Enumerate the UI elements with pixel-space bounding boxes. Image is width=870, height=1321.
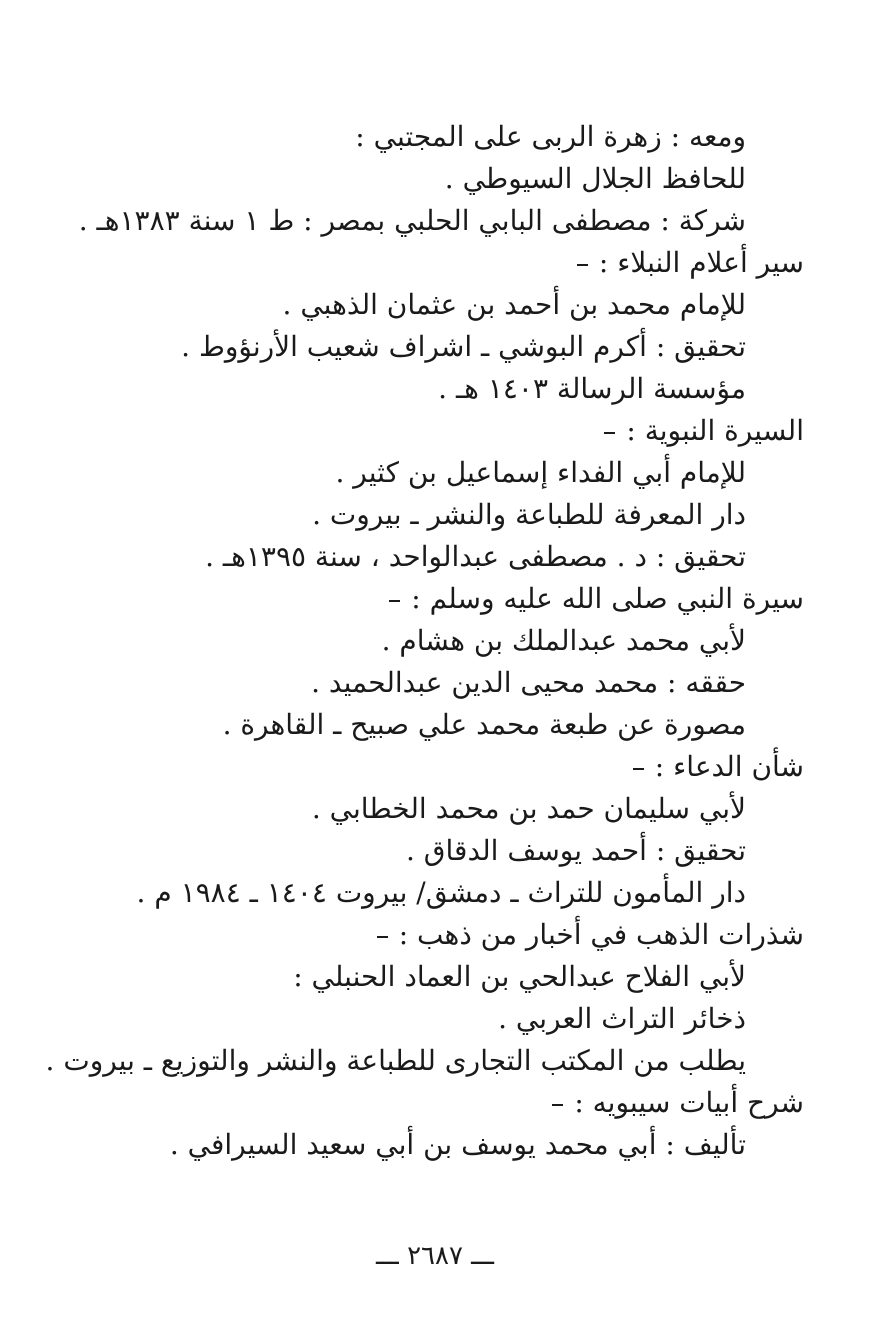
line-text: لأبي محمد عبدالملك بن هشام . bbox=[381, 624, 746, 657]
entry-detail-line bbox=[498, 1002, 746, 1036]
line-text: تحقيق : أكرم البوشي ـ اشراف شعيب الأرنؤوط . bbox=[181, 330, 746, 363]
line-text: مؤسسة الرسالة ١٤٠٣ هـ . bbox=[438, 372, 746, 405]
entry-detail-line bbox=[223, 708, 746, 742]
line-text: سيرة النبي صلى الله عليه وسلم : bbox=[411, 582, 804, 615]
line-text: شرح أبيات سيبويه : bbox=[574, 1086, 804, 1119]
entry-detail-line bbox=[406, 834, 746, 868]
line-text: سير أعلام النبلاء : bbox=[598, 246, 804, 279]
line-text: لأبي الفلاح عبدالحي بن العماد الحنبلي : bbox=[293, 960, 746, 993]
entry-detail-line bbox=[137, 876, 746, 910]
entry-dash-marker bbox=[552, 1086, 574, 1120]
entry-heading bbox=[552, 1086, 804, 1120]
entry-heading bbox=[389, 582, 804, 616]
entry-heading bbox=[377, 918, 804, 952]
entry-dash-marker bbox=[377, 918, 399, 952]
entry-detail-line bbox=[293, 960, 746, 994]
entry-heading bbox=[604, 414, 804, 448]
line-text: شركة : مصطفى البابي الحلبي بمصر : ط ١ سنة ١٣٨٣هـ . bbox=[78, 204, 746, 237]
line-text: شأن الدعاء : bbox=[654, 750, 804, 783]
entry-heading bbox=[577, 246, 804, 280]
line-text: لأبي سليمان حمد بن محمد الخطابي . bbox=[311, 792, 746, 825]
line-text: تأليف : أبي محمد يوسف بن أبي سعيد السيرافي . bbox=[169, 1128, 746, 1161]
entry-detail-line bbox=[355, 120, 746, 154]
entry-detail-line bbox=[438, 372, 746, 406]
line-text: دار المأمون للتراث ـ دمشق/ بيروت ١٤٠٤ ـ ١٩٨٤ م . bbox=[136, 876, 746, 909]
line-text: مصورة عن طبعة محمد علي صبيح ـ القاهرة . bbox=[222, 708, 746, 741]
entry-dash-marker bbox=[604, 414, 626, 448]
entry-detail-line bbox=[170, 1128, 746, 1162]
entry-detail-line bbox=[46, 1044, 746, 1078]
line-text: للإمام أبي الفداء إسماعيل بن كثير . bbox=[335, 456, 746, 489]
entry-detail-line bbox=[283, 288, 746, 322]
line-text: ذخائر التراث العربي . bbox=[498, 1002, 746, 1035]
entry-heading bbox=[633, 750, 804, 784]
line-text: للحافظ الجلال السيوطي . bbox=[444, 162, 746, 195]
line-text: تحقيق : د . مصطفى عبدالواحد ، سنة ١٣٩٥هـ . bbox=[205, 540, 746, 573]
entry-detail-line bbox=[335, 456, 746, 490]
entry-dash-marker bbox=[577, 246, 599, 280]
line-text: للإمام محمد بن أحمد بن عثمان الذهبي . bbox=[282, 288, 746, 321]
line-text: تحقيق : أحمد يوسف الدقاق . bbox=[406, 834, 746, 867]
line-text: حققه : محمد محيى الدين عبدالحميد . bbox=[311, 666, 746, 699]
line-text: ومعه : زهرة الربى على المجتبي : bbox=[355, 120, 746, 153]
line-text: يطلب من المكتب التجارى للطباعة والنشر والتوزيع ـ بيروت . bbox=[45, 1044, 746, 1077]
entry-detail-line bbox=[79, 204, 746, 238]
entry-detail-line bbox=[205, 540, 746, 574]
line-text: السيرة النبوية : bbox=[626, 414, 804, 447]
entry-detail-line bbox=[382, 624, 746, 658]
entry-detail-line bbox=[181, 330, 746, 364]
entry-dash-marker bbox=[633, 750, 655, 784]
line-text: شذرات الذهب في أخبار من ذهب : bbox=[398, 918, 804, 951]
entry-detail-line bbox=[311, 666, 746, 700]
entry-dash-marker bbox=[389, 582, 411, 616]
entry-detail-line bbox=[312, 792, 746, 826]
line-text: دار المعرفة للطباعة والنشر ـ بيروت . bbox=[312, 498, 746, 531]
page-number: ـــ ٢٦٨٧ ـــ bbox=[375, 1241, 495, 1271]
entry-detail-line bbox=[312, 498, 746, 532]
entry-detail-line bbox=[445, 162, 746, 196]
